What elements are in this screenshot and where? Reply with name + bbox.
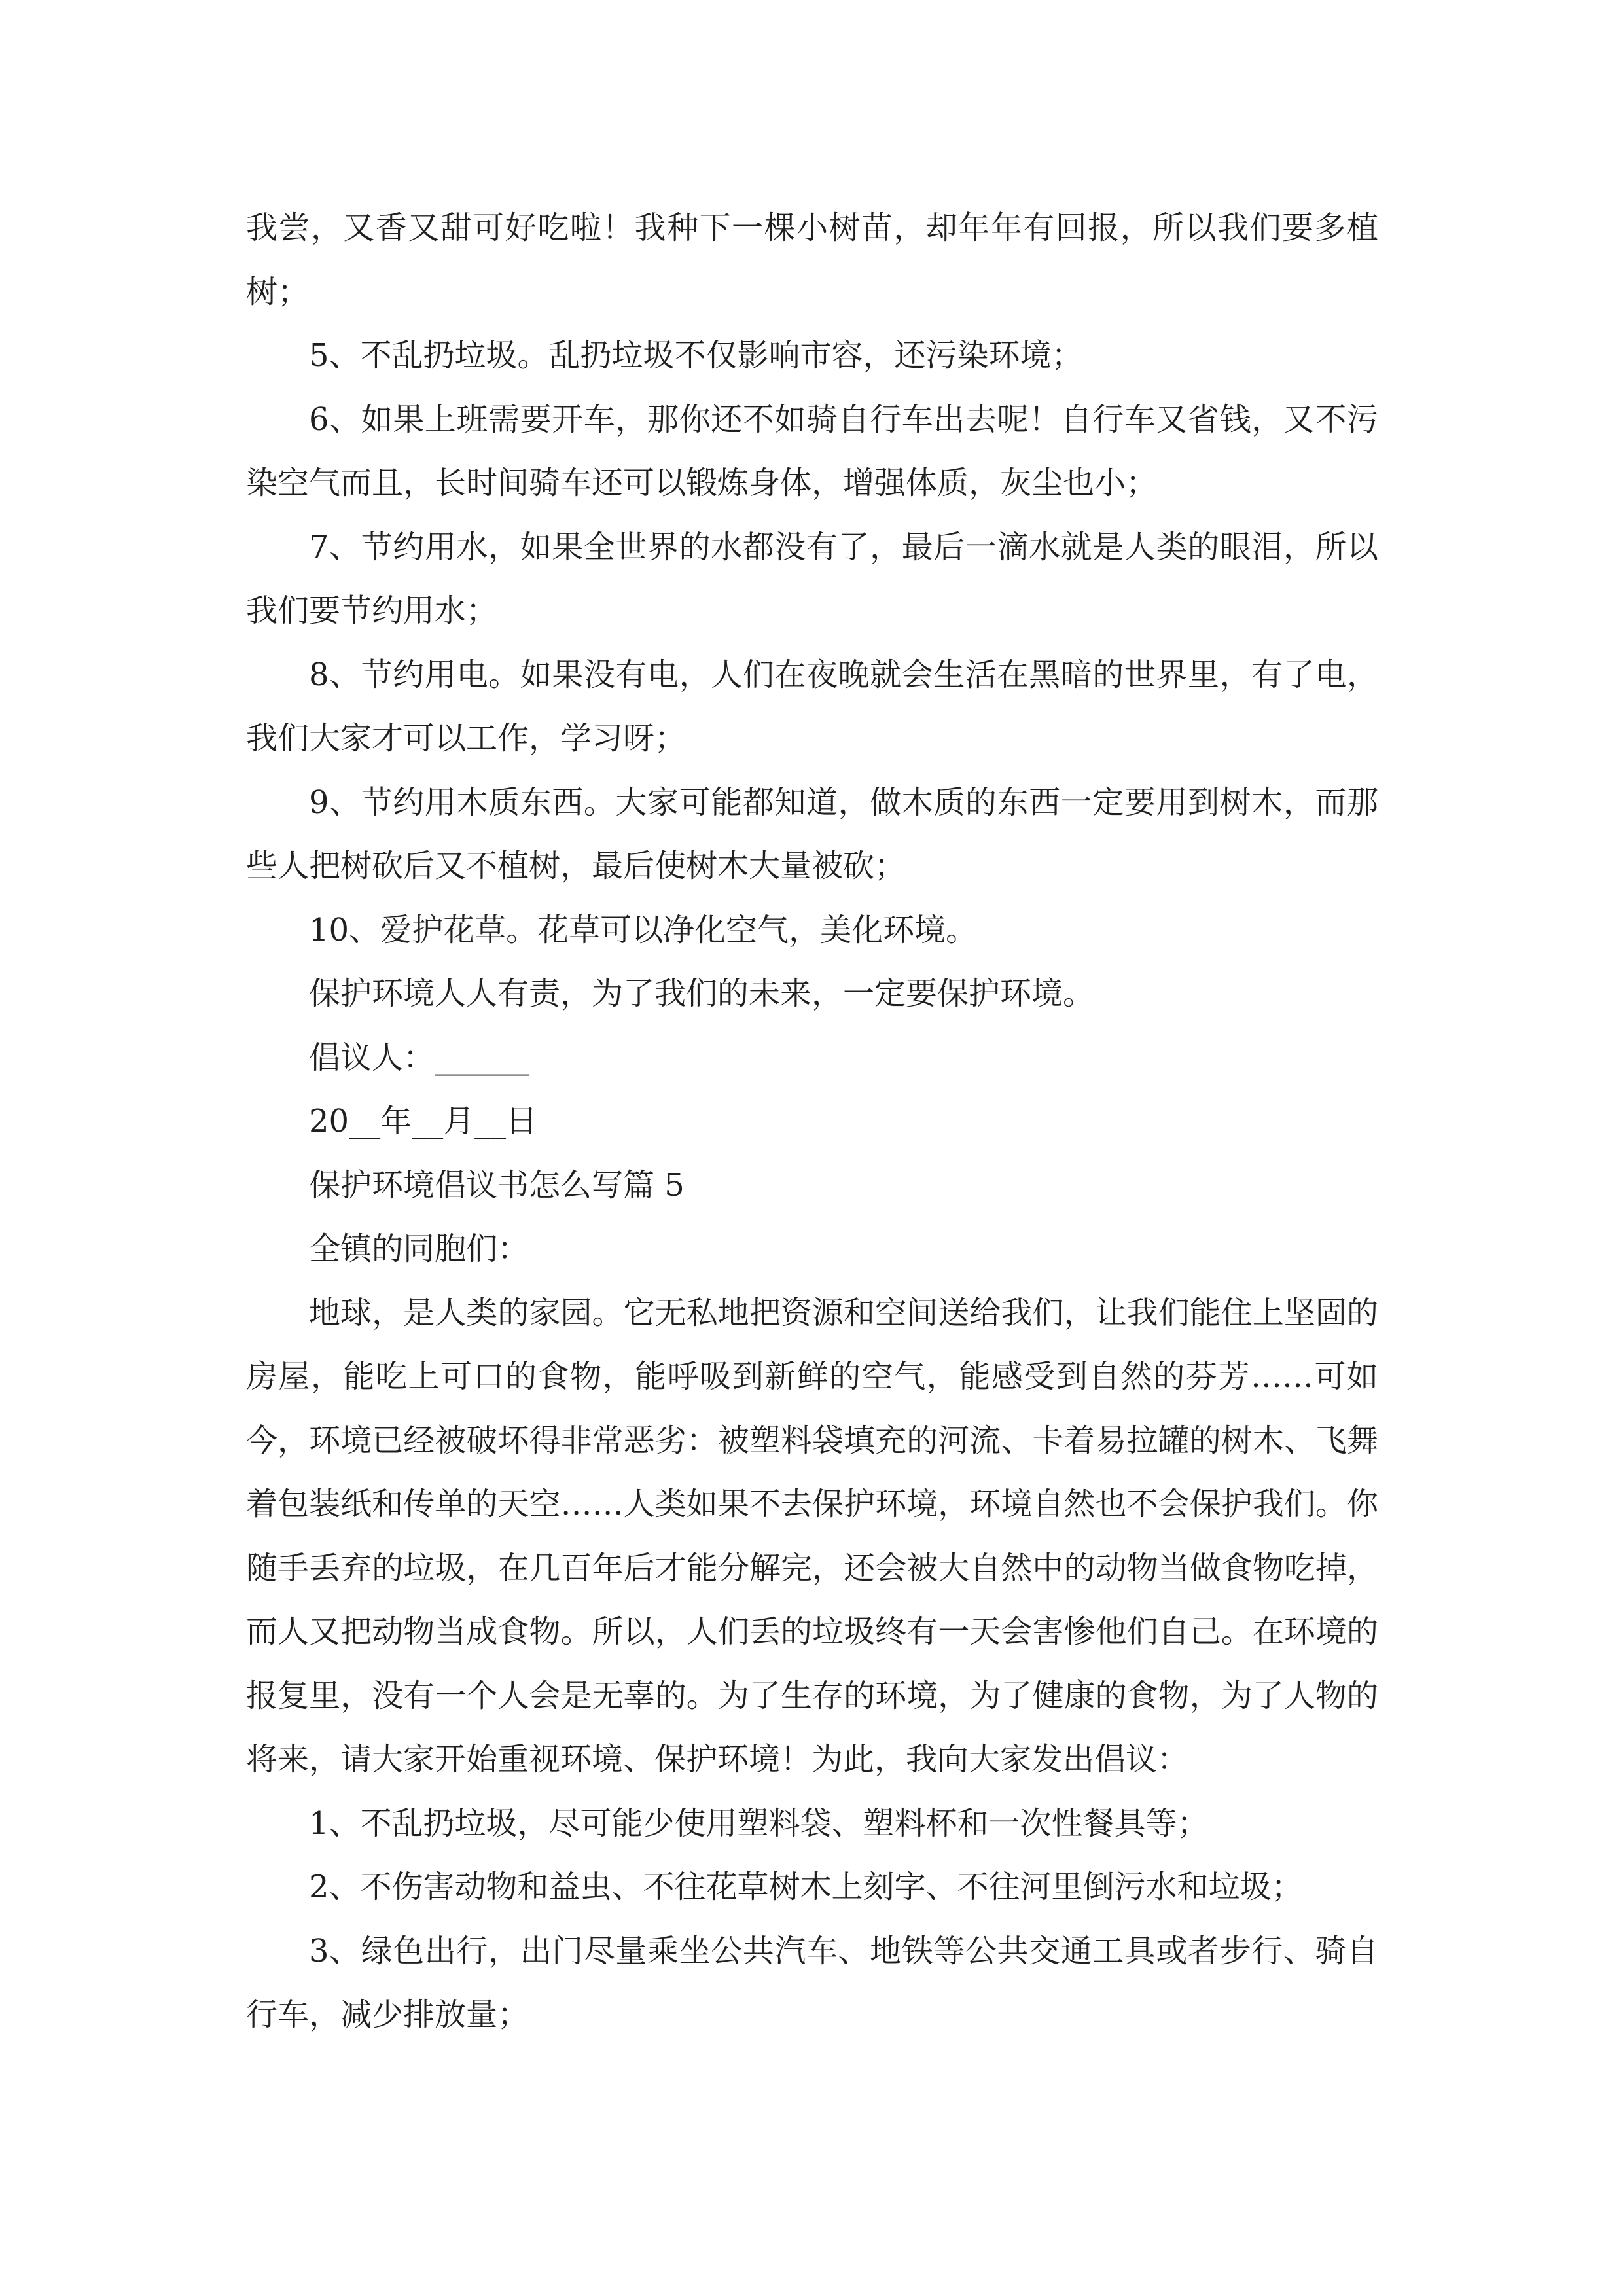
paragraph-continued: 我尝，又香又甜可好吃啦！我种下一棵小树苗，却年年有回报，所以我们要多植树； bbox=[246, 209, 1378, 310]
paragraph-item-6: 6、如果上班需要开车，那你还不如骑自行车出去呢！自行车又省钱，又不污染空气而且，长时间骑车还可以锻炼身体，增强体质，灰尘也小； bbox=[246, 401, 1378, 501]
document-body bbox=[246, 196, 1378, 2047]
paragraph-proposal-3: 3、绿色出行，出门尽量乘坐公共汽车、地铁等公共交通工具或者步行、骑自行车，减少排放量； bbox=[246, 1932, 1378, 2033]
paragraph-item-7: 7、节约用水，如果全世界的水都没有了，最后一滴水就是人类的眼泪，所以我们要节约用水； bbox=[246, 528, 1378, 629]
paragraph-item-10: 10、爱护花草。花草可以净化空气，美化环境。 bbox=[309, 911, 978, 948]
signature-line: 倡议人：______ bbox=[309, 1039, 529, 1076]
paragraph-proposal-1: 1、不乱扔垃圾，尽可能少使用塑料袋、塑料杯和一次性餐具等； bbox=[309, 1804, 1209, 1842]
paragraph-intro: 地球，是人类的家园。它无私地把资源和空间送给我们，让我们能住上坚固的房屋，能吃上可口的食物，能呼吸到新鲜的空气，能感受到自然的芬芳……可如今，环境已经被破坏得非常恶劣：被塑料袋填充的河流、卡着易拉罐的树木、飞舞着包装纸和传单的天空……人类如果不去保护环境，环境自然也不会保护我们。你随手丢弃的垃圾，在几百年后才能分解完，还会被大自然中的动物当做食物吃掉，而人又把动物当成食物。所以，人们丢的垃圾终有一天会害惨他们自己。在环境的报复里，没有一个人会是无辜的。为了生存的环境，为了健康的食物，为了人物的将来，请大家开始重视环境、保护环境！为此，我向大家发出倡议： bbox=[246, 1294, 1378, 1778]
section-heading: 保护环境倡议书怎么写篇 5 bbox=[309, 1166, 685, 1204]
salutation: 全镇的同胞们： bbox=[309, 1230, 529, 1267]
paragraph-proposal-2: 2、不伤害动物和益虫、不往花草树木上刻字、不往河里倒污水和垃圾； bbox=[309, 1869, 1303, 1905]
paragraph-item-8: 8、节约用电。如果没有电，人们在夜晚就会生活在黑暗的世界里，有了电，我们大家才可以工作，学习呀； bbox=[246, 656, 1378, 757]
date-line: 20__年__月__日 bbox=[309, 1103, 538, 1139]
paragraph-item-5: 5、不乱扔垃圾。乱扔垃圾不仅影响市容，还污染环境； bbox=[309, 337, 1083, 374]
paragraph-item-9: 9、节约用木质东西。大家可能都知道，做木质的东西一定要用到树木，而那些人把树砍后又不植树，最后使树木大量被砍； bbox=[246, 783, 1378, 884]
closing-statement: 保护环境人人有责，为了我们的未来，一定要保护环境。 bbox=[309, 975, 1095, 1012]
